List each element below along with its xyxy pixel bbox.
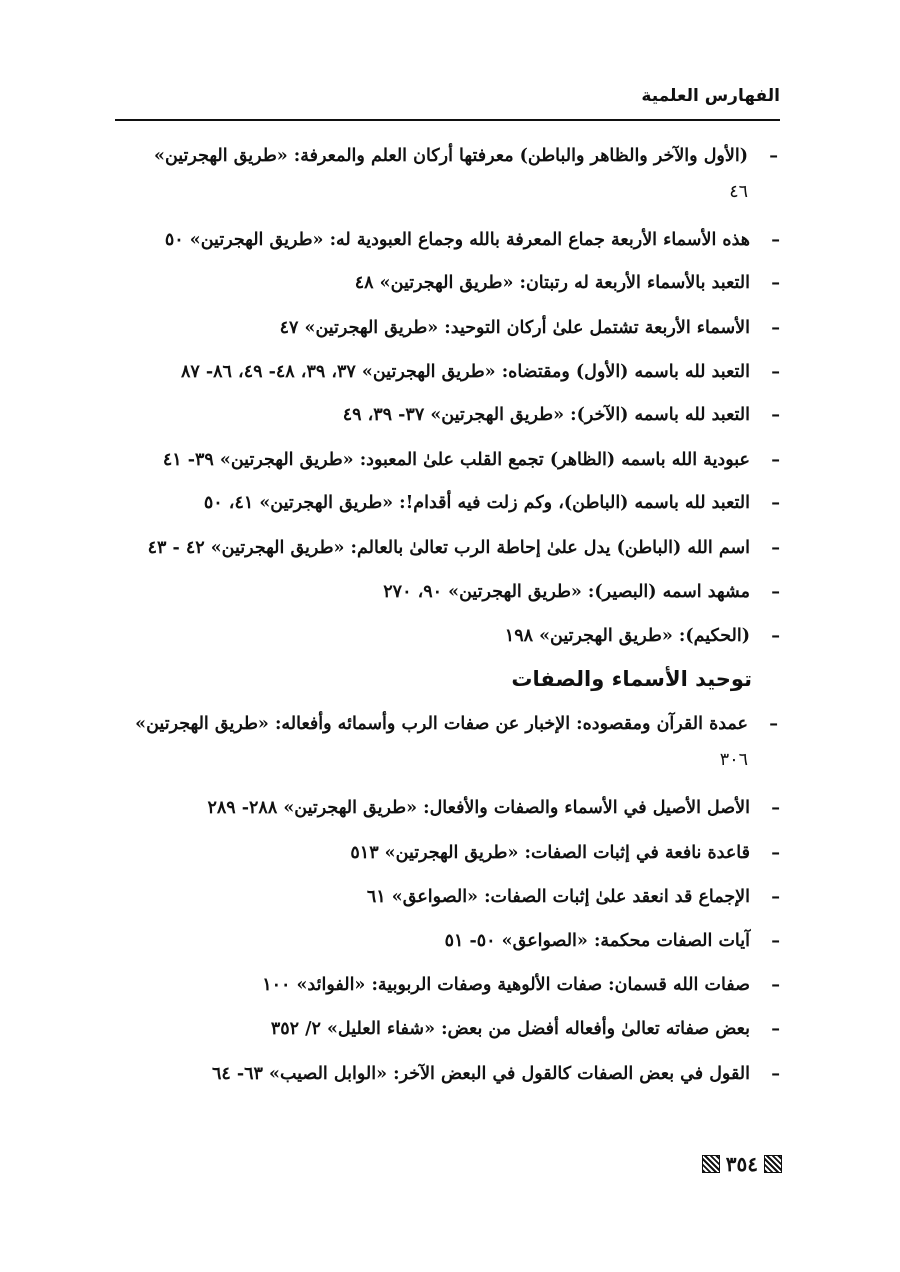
entry-text: آيات الصفات محكمة: «الصواعق» ٥٠- ٥١	[444, 931, 750, 951]
page-number: ٣٥٤	[725, 1152, 758, 1176]
entry-text: الإجماع قد انعقد علىٰ إثبات الصفات: «الصواعق» ٦١	[366, 887, 750, 907]
index-entry	[110, 1011, 780, 1047]
entry-text: عبودية الله باسمه (الظاهر) تجمع القلب علىٰ المعبود: «طريق الهجرتين» ٣٩- ٤١	[162, 450, 750, 470]
index-entry	[110, 354, 780, 390]
entry-dash: –	[771, 538, 780, 558]
entry-text: مشهد اسمه (البصير): «طريق الهجرتين» ٩٠، ٢٧٠	[383, 582, 750, 602]
index-entry	[110, 222, 780, 258]
index-entry	[110, 967, 780, 1003]
entry-dash: –	[771, 450, 780, 470]
entry-dash: –	[771, 362, 780, 382]
entry-text: (الأول والآخر والظاهر والباطن) معرفتها أركان العلم والمعرفة: «طريق الهجرتين»	[154, 146, 748, 166]
index-entry	[110, 485, 780, 521]
entry-dash: –	[771, 887, 780, 907]
header-rule	[115, 119, 780, 121]
entry-dash: –	[771, 273, 780, 293]
entry-dash: –	[771, 931, 780, 951]
index-entry	[110, 397, 780, 433]
index-entry	[110, 879, 780, 915]
running-header: الفهارس العلمية	[641, 86, 780, 106]
entry-dash: –	[771, 493, 780, 513]
entry-dash: –	[771, 1019, 780, 1039]
entry-text: التعبد لله باسمه (الآخر): «طريق الهجرتين» ٣٧- ٣٩، ٤٩	[342, 405, 750, 425]
index-entry	[110, 574, 780, 610]
entry-dash: –	[771, 230, 780, 250]
index-entry	[110, 706, 778, 778]
index-entry	[110, 835, 780, 871]
index-entry	[110, 923, 780, 959]
entry-text: (الحكيم): «طريق الهجرتين» ١٩٨	[504, 626, 750, 646]
index-entry	[110, 790, 780, 826]
entry-text: التعبد لله باسمه (الباطن)، وكم زلت فيه أقدام!: «طريق الهجرتين» ٤١، ٥٠	[203, 493, 750, 513]
entry-text: التعبد بالأسماء الأربعة له رتبتان: «طريق الهجرتين» ٤٨	[354, 273, 750, 293]
index-entry	[110, 1056, 780, 1092]
entry-dash: –	[769, 146, 778, 166]
entry-text: التعبد لله باسمه (الأول) ومقتضاه: «طريق الهجرتين» ٣٧، ٣٩، ٤٨- ٤٩، ٨٦- ٨٧	[180, 362, 750, 382]
entry-text: الأسماء الأربعة تشتمل علىٰ أركان التوحيد: «طريق الهجرتين» ٤٧	[279, 318, 750, 338]
entry-dash: –	[771, 582, 780, 602]
index-entry	[110, 442, 780, 478]
entry-text: القول في بعض الصفات كالقول في البعض الآخر: «الوابل الصيب» ٦٣- ٦٤	[211, 1064, 750, 1084]
entry-text: بعض صفاته تعالىٰ وأفعاله أفضل من بعض: «شفاء العليل» ٢/ ٣٥٢	[270, 1019, 750, 1039]
entry-text: هذه الأسماء الأربعة جماع المعرفة بالله وجماع العبودية له: «طريق الهجرتين» ٥٠	[164, 230, 750, 250]
index-entry	[110, 618, 780, 654]
entry-text: قاعدة نافعة في إثبات الصفات: «طريق الهجرتين» ٥١٣	[350, 843, 750, 863]
entry-dash: –	[771, 843, 780, 863]
entry-dash: –	[769, 714, 778, 734]
index-entry	[110, 265, 780, 301]
entry-text: صفات الله قسمان: صفات الألوهية وصفات الربوبية: «الفوائد» ١٠٠	[262, 975, 750, 995]
page-footer	[702, 1152, 782, 1176]
entry-dash: –	[771, 318, 780, 338]
entry-dash: –	[771, 1064, 780, 1084]
section-heading: توحيد الأسماء والصفات	[511, 667, 752, 691]
entry-dash: –	[771, 798, 780, 818]
ornament-icon	[764, 1155, 782, 1173]
index-entry	[110, 138, 778, 210]
index-entry	[110, 310, 780, 346]
entry-pages: ٣٠٦	[719, 750, 748, 770]
entry-text: اسم الله (الباطن) يدل علىٰ إحاطة الرب تعالىٰ بالعالم: «طريق الهجرتين» ٤٢ - ٤٣	[147, 538, 750, 558]
entry-pages: ٤٦	[729, 182, 748, 202]
entry-dash: –	[771, 975, 780, 995]
index-entry	[110, 530, 780, 566]
entry-text: الأصل الأصيل في الأسماء والصفات والأفعال: «طريق الهجرتين» ٢٨٨- ٢٨٩	[207, 798, 750, 818]
ornament-icon	[702, 1155, 720, 1173]
entry-dash: –	[771, 626, 780, 646]
entry-dash: –	[771, 405, 780, 425]
entry-text: عمدة القرآن ومقصوده: الإخبار عن صفات الرب وأسمائه وأفعاله: «طريق الهجرتين»	[135, 714, 748, 734]
